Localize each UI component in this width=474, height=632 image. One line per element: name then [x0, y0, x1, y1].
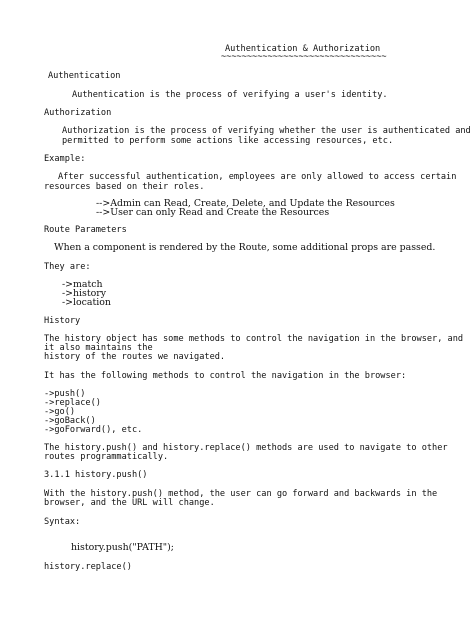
section-3-1-1-heading: 3.1.1 history.push(): [44, 470, 148, 480]
example-label: Example:: [44, 154, 86, 164]
history-heading: History: [44, 316, 81, 326]
route-parameters-heading: Route Parameters: [44, 225, 127, 235]
push-replace-text-line2: routes programmatically.: [44, 452, 169, 462]
push-replace-text-line1: The history.push() and history.replace() methods are used to navigate to other: [44, 443, 448, 453]
authentication-text: Authentication is the process of verifying a user's identity.: [72, 90, 388, 100]
route-parameters-text: When a component is rendered by the Route, some additional props are passed.: [54, 242, 436, 253]
they-are-label: They are:: [44, 262, 91, 272]
method-push: ->push(): [44, 389, 86, 399]
method-go: ->go(): [44, 407, 76, 417]
method-goback: ->goBack(): [44, 416, 96, 426]
authorization-text-line2: permitted to perform some actions like accessing resources, etc.: [62, 136, 394, 146]
example-text-line1: After successful authentication, employees are only allowed to access certain: [58, 172, 457, 182]
syntax-code: history.push("PATH");: [71, 542, 174, 553]
method-replace: ->replace(): [44, 398, 101, 408]
history-text-line2: it also maintains the: [44, 343, 153, 353]
methods-intro: It has the following methods to control the navigation in the browser:: [44, 371, 407, 381]
authentication-heading: Authentication: [48, 71, 121, 81]
authorization-text-line1: Authorization is the process of verifying whether the user is authenticated and: [62, 126, 471, 136]
push-description-line1: With the history.push() method, the user can go forward and backwards in the: [44, 489, 438, 499]
history-replace-heading: history.replace(): [44, 562, 132, 572]
syntax-label: Syntax:: [44, 517, 81, 527]
authorization-heading: Authorization: [44, 108, 112, 118]
push-description-line2: browser, and the URL will change.: [44, 498, 215, 508]
route-prop-history: ->history: [62, 288, 107, 299]
route-prop-location: ->location: [62, 297, 111, 308]
example-text-line2: resources based on their roles.: [44, 182, 205, 192]
history-text-line1: The history object has some methods to control the navigation in the browser, and: [44, 334, 464, 344]
history-text-line3: history of the routes we navigated.: [44, 352, 226, 362]
method-goforward: ->goForward(), etc.: [44, 425, 143, 435]
route-prop-match: ->match: [62, 279, 103, 290]
example-item-admin: -->Admin can Read, Create, Delete, and Update the Resources: [96, 198, 395, 209]
page-title: Authentication & Authorization: [225, 44, 381, 54]
example-item-user: -->User can only Read and Create the Resources: [96, 207, 330, 218]
title-underline: ~~~~~~~~~~~~~~~~~~~~~~~~~~~~~~~~: [221, 52, 387, 62]
